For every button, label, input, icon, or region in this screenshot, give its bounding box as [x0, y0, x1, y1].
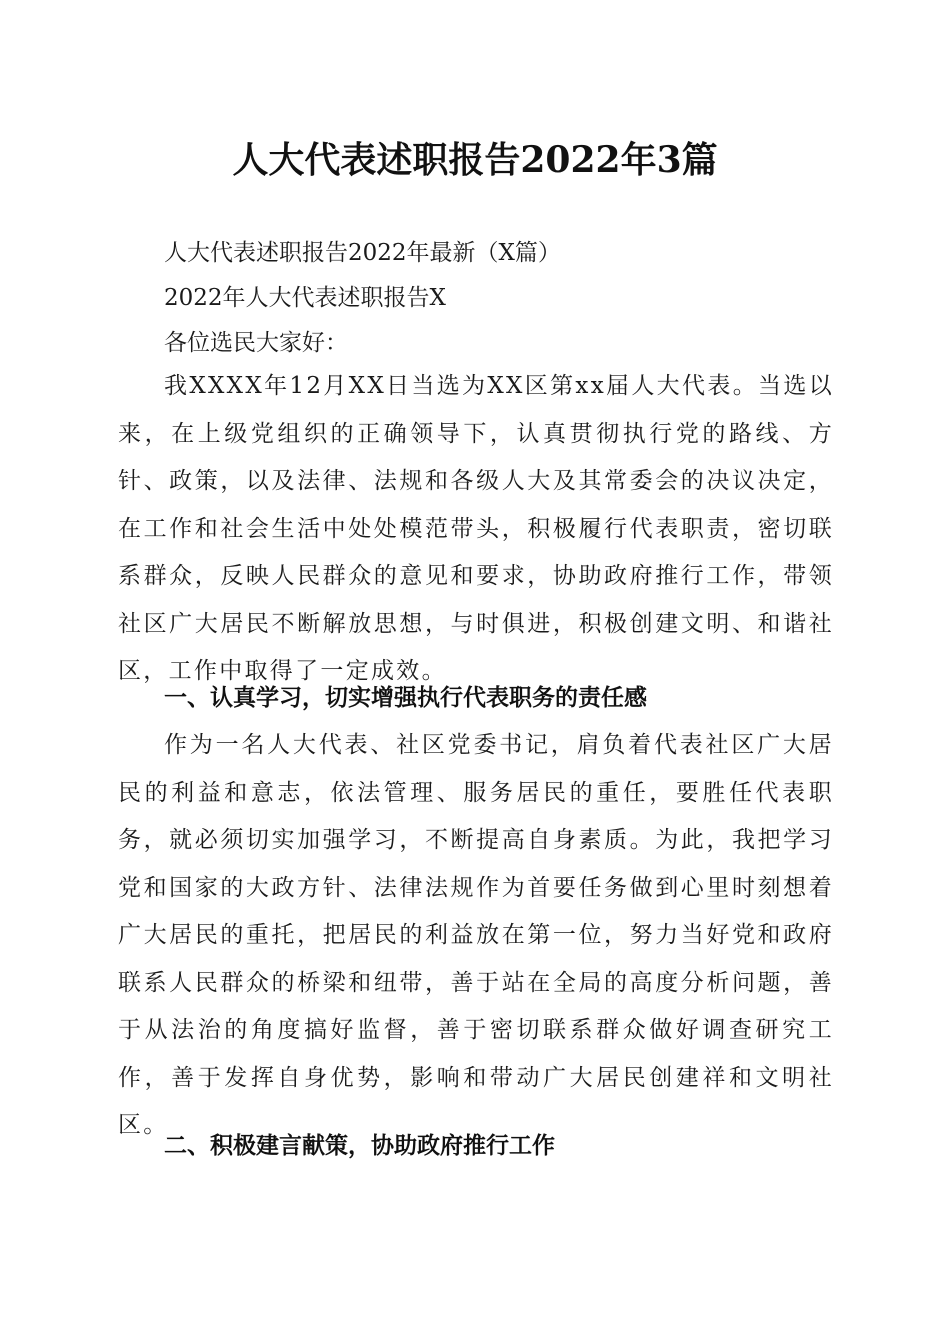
subtitle-line-1: 人大代表述职报告2022年最新（X篇） — [164, 240, 561, 266]
document-title: 人大代表述职报告2022年3篇 — [232, 139, 718, 181]
section-heading-1: 一、认真学习，切实增强执行代表职务的责任感 — [164, 685, 647, 711]
paragraph-study: 作为一名人大代表、社区党委书记，肩负着代表社区广大居民的利益和意志，依法管理、服务居民的重任，要胜任代表职务，就必须切实加强学习，不断提高自身素质。为此，我把学习党和国家的大政方针、法律法规作为首要任务做到心里时刻想着广大居民的重托，把居民的利益放在第一位，努力当好党和政府联系人民群众的桥梁和纽带，善于站在全局的高度分析问题，善于从法治的角度搞好监督，善于密切联系群众做好调查研究工作，善于发挥自身优势，影响和带动广大居民创建祥和文明社区。 — [118, 732, 834, 1138]
paragraph-intro: 我XXXX年12月XX日当选为XX区第xx届人大代表。当选以来，在上级党组织的正确领导下，认真贯彻执行党的路线、方针、政策，以及法律、法规和各级人大及其常委会的决议决定，在工作和社会生活中处处模范带头，积极履行代表职责，密切联系群众，反映人民群众的意见和要求，协助政府推行工作，带领社区广大居民不断解放思想，与时俱进，积极创建文明、和谐社区，工作中取得了一定成效。 — [118, 373, 834, 684]
greeting: 各位选民大家好： — [164, 330, 348, 356]
subtitle-line-2: 2022年人大代表述职报告X — [164, 285, 446, 311]
section-heading-2: 二、积极建言献策，协助政府推行工作 — [164, 1133, 555, 1159]
